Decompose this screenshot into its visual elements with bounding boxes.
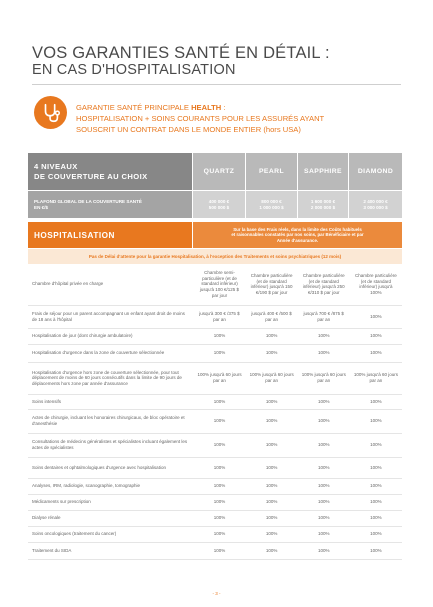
table-row bbox=[28, 264, 402, 305]
row-value: jusqu'à 300 € /375 $ par an bbox=[193, 305, 245, 328]
table-row bbox=[28, 494, 402, 510]
row-label: Dialyse rénale bbox=[28, 510, 193, 526]
section-note-line2: et raisonnables constatés par nos soins, par Bénéficiaire et par bbox=[231, 232, 364, 238]
row-value: 100% bbox=[246, 457, 298, 478]
row-value: 100% bbox=[193, 478, 245, 494]
plafond-diamond bbox=[349, 191, 402, 218]
table-row bbox=[28, 433, 402, 457]
row-label: Consultations de médecins généralistes et spécialistes incluant également les actes de spécialistes bbox=[28, 433, 193, 457]
table-row bbox=[28, 394, 402, 409]
section-note-line1: Sur la base des Frais réels, dans la limite des Coûts habituels bbox=[233, 226, 362, 232]
row-value: 100% jusqu'à 60 jours par an bbox=[298, 362, 350, 394]
column-header-pearl: PEARL bbox=[246, 153, 297, 190]
row-value: 100% bbox=[193, 328, 245, 344]
row-value: 100% bbox=[350, 542, 402, 559]
row-value: 100% bbox=[246, 526, 298, 542]
row-value: 100% bbox=[246, 394, 298, 409]
row-value: 100% bbox=[298, 328, 350, 344]
plafond-label-line1: PLAFOND GLOBAL DE LA COUVERTURE SANTÉ bbox=[34, 198, 142, 204]
row-label: Soins oncologiques (traitement du cancer) bbox=[28, 526, 193, 542]
table-row bbox=[28, 409, 402, 433]
table-row bbox=[28, 328, 402, 344]
row-value: 100% bbox=[350, 433, 402, 457]
row-value: 100% bbox=[350, 409, 402, 433]
plafond-value-eur: 1 600 000 € bbox=[310, 198, 336, 204]
row-value: 100% bbox=[246, 510, 298, 526]
plafond-value-usd: 3 000 000 $ bbox=[363, 204, 388, 210]
title-divider bbox=[32, 84, 401, 85]
row-label: Hospitalisation d'urgence hors zone de couverture sélectionnée, pour tout déplacement de moins de 60 jours consécutifs dans la limite de 90 jours de déplacements hors zone par année d'assurance bbox=[28, 362, 193, 394]
row-value: 100% bbox=[350, 526, 402, 542]
row-value: 100% bbox=[246, 409, 298, 433]
levels-header-line2: DE COUVERTURE AU CHOIX bbox=[34, 171, 148, 181]
plafond-value-usd: 1 000 000 $ bbox=[259, 204, 284, 210]
row-label: Hospitalisation d'urgence dans la zone de couverture sélectionnée bbox=[28, 344, 193, 362]
column-header-quartz: QUARTZ bbox=[193, 153, 245, 190]
plafond-sapphire bbox=[298, 191, 348, 218]
row-value: 100% bbox=[193, 494, 245, 510]
row-value: Chambre particulière (et de standard inférieur) jusqu'à 150 €/190 $ par jour bbox=[246, 264, 298, 305]
page-title: VOS GARANTIES SANTÉ EN DÉTAIL : bbox=[32, 44, 330, 62]
row-label: Frais de séjour pour un parent accompagnant un enfant ayant droit de moins de 18 ans à l'hôpital bbox=[28, 305, 193, 328]
section-title: HOSPITALISATION bbox=[28, 222, 192, 248]
row-value: 100% bbox=[193, 457, 245, 478]
row-value: 100% bbox=[193, 542, 245, 559]
column-header-diamond: DIAMOND bbox=[349, 153, 402, 190]
section-note bbox=[193, 222, 402, 248]
row-value: jusqu'à 700 € /875 $ par an bbox=[298, 305, 350, 328]
row-value: 100% bbox=[350, 305, 402, 328]
row-value: 100% bbox=[193, 510, 245, 526]
table-row bbox=[28, 478, 402, 494]
levels-header bbox=[28, 153, 192, 190]
table-row bbox=[28, 305, 402, 328]
row-label: Analyses, IRM, radiologie, scanographie, tomographie bbox=[28, 478, 193, 494]
row-label: Chambre d'hôpital privée en charge bbox=[28, 264, 193, 305]
row-value: jusqu'à 400 € /500 $ par an bbox=[246, 305, 298, 328]
row-value: 100% jusqu'à 60 jours par an bbox=[246, 362, 298, 394]
row-value: 100% bbox=[350, 510, 402, 526]
row-value: 100% bbox=[298, 526, 350, 542]
row-value: 100% bbox=[193, 433, 245, 457]
column-header-sapphire: SAPPHIRE bbox=[298, 153, 348, 190]
row-value: 100% bbox=[193, 526, 245, 542]
row-value: 100% bbox=[298, 494, 350, 510]
row-value: 100% bbox=[298, 394, 350, 409]
table-row bbox=[28, 457, 402, 478]
row-label: Médicaments sur prescription bbox=[28, 494, 193, 510]
plafond-label bbox=[28, 191, 192, 218]
plafond-value-eur: 400 000 € bbox=[208, 198, 230, 204]
table-row bbox=[28, 510, 402, 526]
row-value: 100% bbox=[298, 457, 350, 478]
table-row bbox=[28, 526, 402, 542]
plafond-value-usd: 2 000 000 $ bbox=[310, 204, 336, 210]
row-value: 100% bbox=[246, 328, 298, 344]
row-value: 100% bbox=[246, 433, 298, 457]
guarantee-line2: HOSPITALISATION + SOINS COURANTS POUR LES ASSURÉS AYANT bbox=[76, 114, 325, 123]
plafond-quartz bbox=[193, 191, 245, 218]
stethoscope-icon bbox=[34, 96, 67, 129]
page-number: - 3 - bbox=[212, 591, 221, 596]
row-label: Soins dentaires et ophtalmologiques d'urgence avec hospitalisation bbox=[28, 457, 193, 478]
row-value: Chambre particulière (et de standard inférieur) jusqu'à 100% bbox=[350, 264, 402, 305]
row-value: 100% bbox=[350, 344, 402, 362]
section-note-line3: Année d'assurance. bbox=[276, 237, 319, 243]
row-value: 100% bbox=[298, 409, 350, 433]
row-value: 100% bbox=[298, 433, 350, 457]
guarantee-suffix: : bbox=[221, 103, 226, 112]
guarantee-description bbox=[76, 102, 406, 135]
row-value: 100% bbox=[193, 394, 245, 409]
table-row bbox=[28, 362, 402, 394]
row-value: 100% bbox=[298, 344, 350, 362]
row-value: 100% bbox=[246, 344, 298, 362]
row-value: 100% bbox=[193, 409, 245, 433]
row-value: 100% bbox=[298, 510, 350, 526]
page-subtitle: EN CAS D'HOSPITALISATION bbox=[32, 62, 236, 78]
row-value: 100% jusqu'à 60 jours par an bbox=[350, 362, 402, 394]
plafond-label-line2: EN €/$ bbox=[34, 204, 49, 210]
row-value: 100% bbox=[298, 542, 350, 559]
levels-header-line1: 4 NIVEAUX bbox=[34, 162, 78, 171]
plafond-value-eur: 2 400 000 € bbox=[363, 198, 388, 204]
row-value: 100% bbox=[298, 478, 350, 494]
plafond-value-eur: 800 000 € bbox=[261, 198, 282, 204]
row-value: 100% bbox=[246, 478, 298, 494]
row-value: 100% bbox=[350, 457, 402, 478]
row-value: 100% bbox=[350, 494, 402, 510]
row-value: 100% bbox=[350, 394, 402, 409]
row-value: 100% bbox=[193, 344, 245, 362]
row-label: Actes de chirurgie, incluant les honoraires chirurgicaux, de bloc opératoire et d'anesthésie bbox=[28, 409, 193, 433]
guarantee-prefix: GARANTIE SANTÉ PRINCIPALE bbox=[76, 103, 192, 112]
guarantee-line3: SOUSCRIT UN CONTRAT DANS LE MONDE ENTIER (hors USA) bbox=[76, 125, 301, 134]
row-label: Soins intensifs bbox=[28, 394, 193, 409]
coverage-table bbox=[28, 264, 402, 560]
row-value: Chambre semi-particulière (et de standard inférieur) jusqu'à 100 €/125 $ par jour bbox=[193, 264, 245, 305]
row-label: Hospitalisation de jour (dont chirurgie ambulatoire) bbox=[28, 328, 193, 344]
plafond-pearl bbox=[246, 191, 297, 218]
row-value: 100% bbox=[350, 328, 402, 344]
row-value: 100% bbox=[246, 542, 298, 559]
plafond-value-usd: 500 000 $ bbox=[208, 204, 230, 210]
waiting-period-note: Pas de Délai d'attente pour la garantie Hospitalisation, à l'exception des Traitements et soins psychiatriques (12 mois) bbox=[28, 249, 402, 264]
table-row bbox=[28, 542, 402, 559]
row-value: Chambre particulière (et de standard inférieur) jusqu'à 250 €/310 $ par jour bbox=[298, 264, 350, 305]
row-value: 100% jusqu'à 60 jours par an bbox=[193, 362, 245, 394]
table-row bbox=[28, 344, 402, 362]
row-value: 100% bbox=[350, 478, 402, 494]
row-label: Traitement du SIDA bbox=[28, 542, 193, 559]
row-value: 100% bbox=[246, 494, 298, 510]
guarantee-name: HEALTH bbox=[191, 103, 222, 112]
